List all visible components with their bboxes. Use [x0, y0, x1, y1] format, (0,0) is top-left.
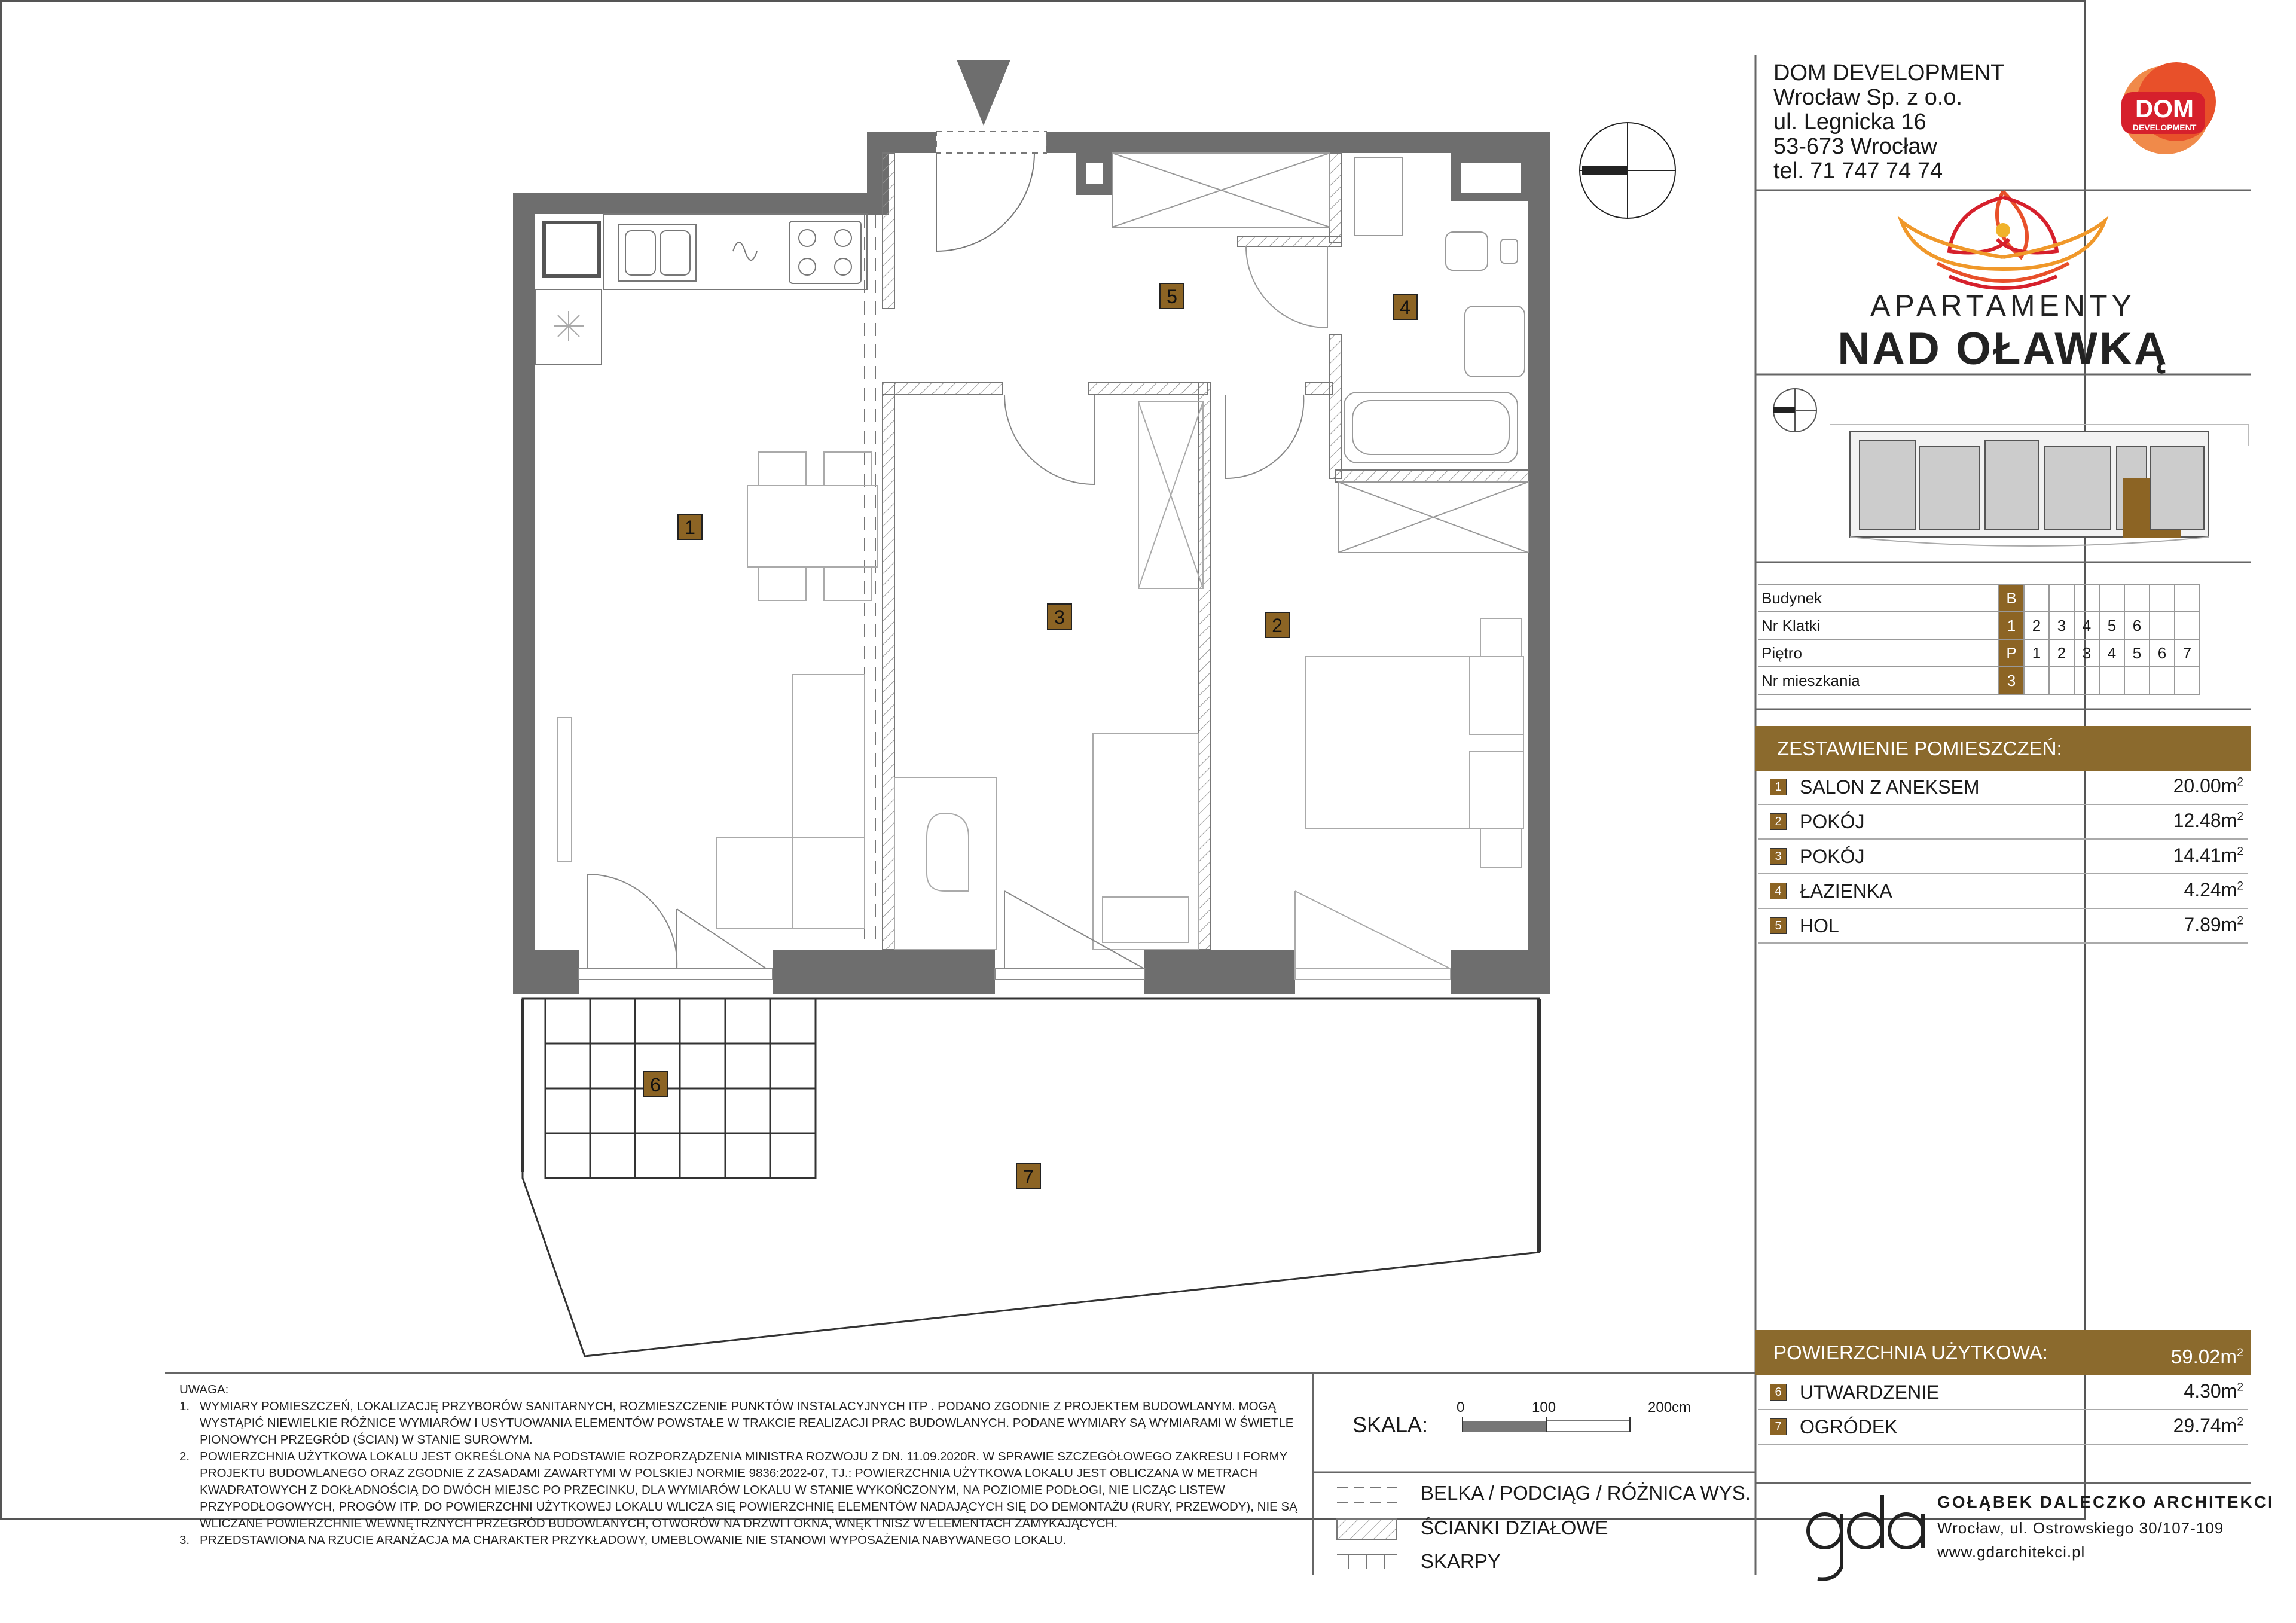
room-row	[1758, 909, 2248, 944]
room-number: 1	[1770, 779, 1787, 795]
sofa	[557, 675, 865, 928]
lotus-logo-icon	[1901, 191, 2105, 288]
table-cell	[2175, 667, 2200, 694]
room-row	[1758, 770, 2248, 805]
table-cell: 6	[2124, 612, 2150, 639]
room-row	[1758, 874, 2248, 909]
table-cell	[2124, 584, 2150, 612]
room-name: POKÓJ	[1800, 811, 1865, 832]
table-cell: 5	[2099, 612, 2124, 639]
table-cell: 3	[2074, 639, 2099, 667]
room-number: 7	[1770, 1418, 1787, 1435]
room-row	[1758, 805, 2248, 840]
legend-symbols	[1337, 1488, 1397, 1569]
usable-area-label: POWIERZCHNIA UŻYTKOWA:	[1773, 1341, 2048, 1363]
plan-label-6: 6	[650, 1074, 661, 1096]
kitchen-counter	[536, 214, 867, 365]
note-line: 3. PRZEDSTAWIONA NA RZUCIE ARANŻACJA MA CHARAKTER PRZYKŁADOWY, UMEBLOWANIE NIE STANOWI WYPOSAŻENIA NABYWANEGO LOKALU.	[179, 1533, 1067, 1547]
walls	[513, 132, 1550, 994]
scale-tick-100: 100	[1532, 1399, 1556, 1415]
table-cell: 1	[2024, 639, 2049, 667]
usable-area-banner	[1755, 1330, 2251, 1375]
table-cell: 4	[2099, 639, 2124, 667]
table-cell	[2099, 667, 2124, 694]
row-label: Nr Klatki	[1758, 612, 1999, 639]
table-cell: 2	[2049, 639, 2074, 667]
project-name-line2: NAD OŁAWKĄ	[1837, 324, 2169, 374]
scale-tick-0: 0	[1457, 1399, 1465, 1415]
note-line: PRZYPODŁOGOWYCH, PROGÓW ITP. DO POWIERZCHNI UŻYTKOWEJ LOKALU WLICZA SIĘ POWIERZCHNIĘ ELEMENTÓW NADAJĄCYCH SIĘ DO DEMONTAŻU (RURY, PRZEWODY), NIE SĄ	[179, 1500, 1297, 1514]
note-line: WYSTĄPIĆ NIEWIELKIE RÓŻNICE WYMIARÓW I USYTUOWANIA ELEMENTÓW POWSTAŁE W TRAKCIE REALIZACJI PRAC BUDOWLANYCH. PODANE WYMIARY SĄ WYMIARAMI W ŚWIETLE	[179, 1416, 1294, 1430]
plan-label-2: 2	[1272, 615, 1283, 636]
table-cell: 4	[2074, 612, 2099, 639]
entrance-arrow-icon	[957, 60, 1010, 126]
gda-logo	[1808, 1495, 1923, 1579]
architect-web: www.gdarchitekci.pl	[1937, 1543, 2086, 1561]
room-area: $20.00m^2$	[2173, 775, 2243, 797]
room2-furniture	[1295, 618, 1523, 980]
table-cell	[2049, 584, 2074, 612]
legend-slopes: SKARPY	[1421, 1550, 1501, 1572]
project-name-line1: APARTAMENTY	[1870, 289, 2136, 322]
legend-partition: ŚCIANKI DZIAŁOWE	[1421, 1517, 1608, 1539]
table-row	[1758, 639, 2200, 667]
table-cell: 5	[2124, 639, 2150, 667]
room-area: $4.24m^2$	[2184, 879, 2243, 901]
plan-label-1: 1	[685, 517, 695, 538]
table-row	[1758, 584, 2200, 612]
usable-area-value: $59.02m^2$	[2170, 1346, 2243, 1368]
note-line: KWADRATOWYCH Z DOKŁADNOŚCIĄ DO DWÓCH MIEJSC PO PRZECINKU, DLA WYMIARÓW LOKALU W STANIE WYKOŃCZONYM, NA POZIOMIE PODŁOGI, NIE LICZĄC LISTEW	[179, 1483, 1225, 1497]
developer-line: tel. 71 747 74 74	[1773, 158, 1943, 184]
scale-tick-200: 200cm	[1648, 1399, 1692, 1415]
room-area: $29.74m^2$	[2173, 1415, 2243, 1436]
terrace-tiles	[545, 999, 816, 1178]
table-row	[1758, 667, 2200, 694]
row-label: Budynek	[1758, 584, 1999, 612]
scale-label: SKALA:	[1352, 1413, 1428, 1437]
room-number: 5	[1770, 917, 1787, 934]
scale-bar	[1463, 1417, 1630, 1432]
room-name: POKÓJ	[1800, 846, 1865, 867]
location-table	[1758, 584, 2200, 695]
table-cell	[2150, 584, 2175, 612]
table-cell	[2175, 584, 2200, 612]
notes	[179, 1381, 1309, 1549]
table-cell: 3	[2049, 612, 2074, 639]
legend-beam: BELKA / PODCIĄG / RÓŻNICA WYS.	[1421, 1482, 1751, 1504]
plan-label-4: 4	[1400, 297, 1410, 318]
plan-label-5: 5	[1167, 286, 1177, 307]
table-cell: 3	[1999, 667, 2024, 694]
developer-line: DOM DEVELOPMENT	[1773, 60, 2005, 86]
room3-furniture	[894, 402, 1203, 950]
room-name: SALON Z ANEKSEM	[1800, 776, 1980, 798]
table-cell	[2074, 584, 2099, 612]
table-cell	[2150, 667, 2175, 694]
table-cell	[2099, 584, 2124, 612]
room-name: ŁAZIENKA	[1800, 880, 1892, 902]
compass-icon	[1580, 123, 1675, 218]
table-row	[1758, 612, 2200, 639]
room-area: $14.41m^2$	[2173, 844, 2243, 866]
plan-label-7: 7	[1023, 1166, 1034, 1188]
table-cell	[2150, 612, 2175, 639]
note-line: WLICZANE POWIERZCHNIE WEWNĘTRZNYCH PRZEGRÓD BUDOWLANYCH, OTWORÓW NA DRZWI I OKNA, WNĘK I NISZ W ELEMENTACH ZAMYKAJĄCYCH.	[179, 1517, 1118, 1530]
table-cell: 1	[1999, 612, 2024, 639]
room-area: $7.89m^2$	[2184, 914, 2243, 935]
room-number: 2	[1770, 813, 1787, 830]
table-cell: B	[1999, 584, 2024, 612]
table-cell: 2	[2024, 612, 2049, 639]
outdoor-row	[1758, 1410, 2248, 1445]
architect-name: GOŁĄBEK DALECZKO ARCHITEKCI	[1937, 1493, 2274, 1511]
developer-line: ul. Legnicka 16	[1773, 109, 1926, 135]
developer-line: 53-673 Wrocław	[1773, 134, 1937, 159]
room-name: UTWARDZENIE	[1800, 1381, 1940, 1403]
row-label: Piętro	[1758, 639, 1999, 667]
partition-walls	[883, 153, 1528, 950]
room-number: 6	[1770, 1384, 1787, 1401]
room-number: 4	[1770, 883, 1787, 899]
table-cell: P	[1999, 639, 2024, 667]
room-name: HOL	[1800, 915, 1839, 936]
table-cell	[2074, 667, 2099, 694]
developer-line: Wrocław Sp. z o.o.	[1773, 85, 1963, 110]
row-label: Nr mieszkania	[1758, 667, 1999, 694]
room-area: $4.30m^2$	[2184, 1380, 2243, 1402]
notes-title: UWAGA:	[179, 1383, 229, 1396]
architect-address: Wrocław, ul. Ostrowskiego 30/107-109	[1937, 1519, 2224, 1537]
table-cell	[2049, 667, 2074, 694]
room-area: $12.48m^2$	[2173, 810, 2243, 831]
table-cell: 6	[2150, 639, 2175, 667]
logo-dom-text: DOM	[2135, 94, 2194, 123]
table-cell: 7	[2175, 639, 2200, 667]
room-name: OGRÓDEK	[1800, 1416, 1898, 1438]
key-plan	[1773, 389, 2248, 546]
hall-bath-fixtures	[1112, 153, 1528, 553]
dom-development-logo	[2121, 62, 2216, 154]
note-line: 2. POWIERZCHNIA UŻYTKOWA LOKALU JEST OKREŚLONA NA PODSTAWIE ROZPORZĄDZENIA MINISTRA ROZWOJU Z DN. 11.09.2020R. W SPRAWIE SZCZEGÓŁOWEGO ZAKRESU I FORMY	[179, 1450, 1288, 1463]
table-cell	[2024, 667, 2049, 694]
outdoor-row	[1758, 1375, 2248, 1410]
plan-label-3: 3	[1054, 606, 1065, 628]
dining-table	[747, 452, 878, 600]
developer-info	[1773, 61, 2004, 184]
note-line: PROJEKTU BUDOWLANEGO ORAZ ZGODNIE Z ZASADAMI ZAWARTYMI W POLSKIEJ NORMIE 9836:2022-07, TJ.: POWIERZCHNIA UŻYTKOWA LOKALU JEST OBLICZANA W METRACH	[179, 1466, 1258, 1480]
note-line: 1. WYMIARY POMIESZCZEŃ, LOKALIZACJĘ PRZYBORÓW SANITARNYCH, ROZMIESZCZENIE PUNKTÓW INSTALACYJNYCH ITP . PODANO ZGODNIE Z PROJEKTEM BUDOWLANYM. MOGĄ	[179, 1399, 1277, 1413]
table-cell	[2024, 584, 2049, 612]
room-row	[1758, 840, 2248, 874]
note-line: PIONOWYCH PRZEGRÓD (ŚCIAN) W STANIE SUROWYM.	[179, 1433, 533, 1447]
table-cell	[2175, 612, 2200, 639]
rooms-header: ZESTAWIENIE POMIESZCZEŃ:	[1755, 726, 2251, 771]
logo-development-text: DEVELOPMENT	[2132, 123, 2197, 132]
table-cell	[2124, 667, 2150, 694]
room-number: 3	[1770, 848, 1787, 865]
